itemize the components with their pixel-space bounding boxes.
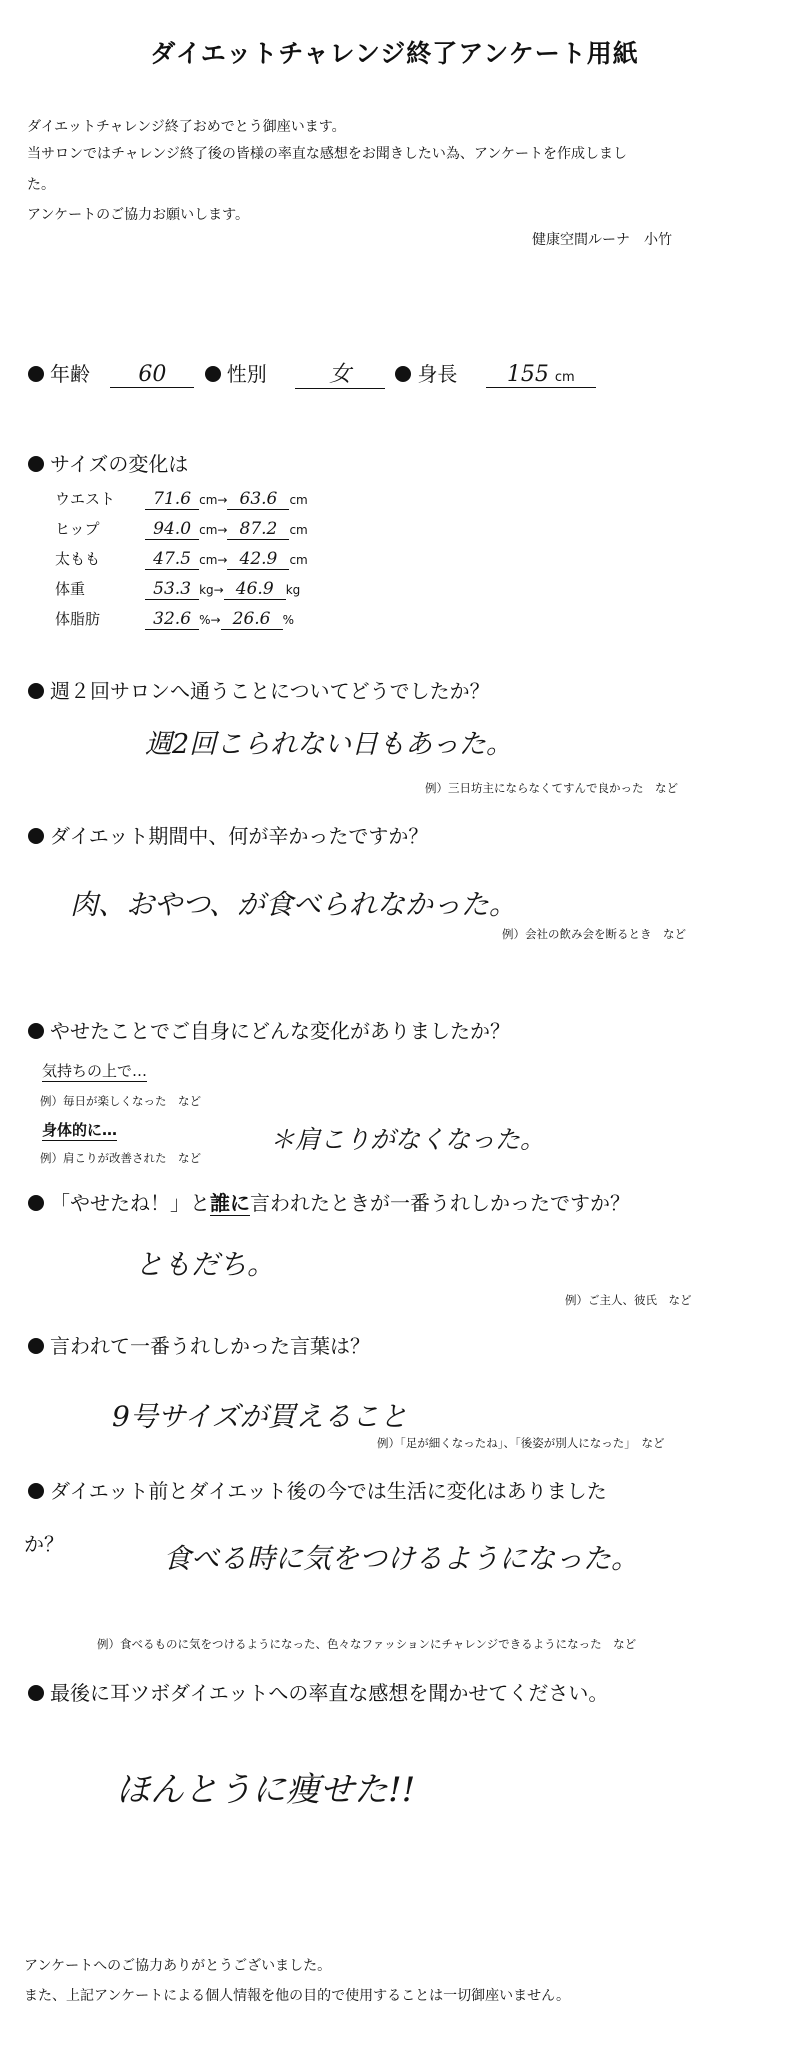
intro-line-4: アンケートのご協力お願いします。 (27, 207, 250, 223)
bullet-icon (28, 1195, 44, 1211)
size-unit: % (282, 613, 294, 627)
size-unit-arrow: %→ (199, 613, 221, 627)
size-row (55, 578, 300, 600)
answer-7: ほんとうに痩せた!! (116, 1770, 416, 1810)
bullet-icon (28, 456, 44, 472)
answer-1: 週2回こられない日もあった。 (145, 729, 513, 760)
footer-line-2: また、上記アンケートによる個人情報を他の目的で使用することは一切御座いません。 (24, 1988, 570, 2004)
size-row (55, 548, 308, 570)
gender-value: 女 (295, 357, 385, 389)
question-2 (28, 820, 428, 849)
size-after-value: 46.9 (224, 579, 286, 600)
height-unit: cm (554, 370, 575, 385)
question-4 (28, 1187, 630, 1216)
height-label: 身長 (417, 362, 458, 386)
size-row (55, 488, 308, 510)
size-unit-arrow: cm→ (199, 553, 228, 567)
example-6: 例）食べるものに気をつけるようになった、色々なファッションにチャレンジできるようになった など (97, 1637, 637, 1651)
example-2: 例）会社の飲み会を断るとき など (502, 927, 686, 941)
physical-label: 身体的に… (42, 1121, 118, 1139)
size-unit-arrow: cm→ (199, 493, 228, 507)
question-1 (28, 675, 490, 704)
intro-line-2: 当サロンではチャレンジ終了後の皆様の率直な感想をお聞きしたい為、アンケートを作成しまし (27, 146, 628, 162)
answer-6: 食べる時に気をつけるようになった。 (163, 1542, 640, 1575)
question-4-emphasis: 誰に (210, 1191, 250, 1215)
bullet-icon (205, 366, 221, 382)
question-6 (28, 1475, 607, 1504)
size-unit-arrow: kg→ (199, 583, 224, 597)
height-value: 155 (506, 362, 549, 387)
profile-row (28, 357, 596, 389)
bullet-icon (28, 1483, 44, 1499)
size-before-value: 47.5 (145, 549, 199, 570)
example-5: 例）「足が細くなったね」、「後姿が別人になった」 など (377, 1436, 665, 1450)
bullet-icon (28, 1685, 44, 1701)
answer-3: ＊肩こりがなくなった。 (270, 1125, 546, 1154)
bullet-icon (28, 1338, 44, 1354)
bullet-icon (28, 828, 44, 844)
question-3-text: やせたことでご自身にどんな変化がありましたか？ (50, 1019, 510, 1043)
intro-line-3: た。 (27, 177, 55, 193)
size-before-value: 71.6 (145, 489, 199, 510)
bullet-icon (28, 1023, 44, 1039)
size-unit: cm (289, 553, 308, 567)
question-5-text: 言われて一番うれしかった言葉は？ (50, 1334, 370, 1358)
footer-line-1: アンケートへのご協力ありがとうございました。 (24, 1958, 332, 1974)
question-5 (28, 1330, 370, 1359)
question-4-pre: 「やせたね！」と (50, 1191, 210, 1215)
size-unit: kg (285, 583, 301, 597)
size-before-value: 94.0 (145, 519, 199, 540)
size-after-value: 42.9 (227, 549, 289, 570)
example-1: 例）三日坊主にならなくてすんで良かった など (425, 781, 678, 795)
size-unit: cm (289, 493, 308, 507)
size-row-label: ヒップ (55, 520, 100, 538)
question-6-line-1: ダイエット前とダイエット後の今では生活に変化はありました (50, 1479, 607, 1503)
question-6-line-2: か？ (24, 1532, 64, 1556)
age-value: 60 (110, 362, 194, 388)
question-7-text: 最後に耳ツボダイエットへの率直な感想を聞かせてください。 (50, 1681, 609, 1705)
size-unit-arrow: cm→ (199, 523, 228, 537)
question-4-post: 言われたときが一番うれしかったですか？ (250, 1191, 630, 1215)
size-before-value: 53.3 (145, 579, 199, 600)
intro-line-1: ダイエットチャレンジ終了おめでとう御座います。 (27, 119, 346, 135)
page-title: ダイエットチャレンジ終了アンケート用紙 (150, 39, 639, 68)
size-row-label: 体重 (55, 580, 86, 598)
question-3 (28, 1015, 510, 1044)
size-after-value: 63.6 (227, 489, 289, 510)
size-after-value: 26.6 (221, 609, 283, 630)
age-label: 年齢 (50, 362, 90, 386)
size-unit: cm (289, 523, 308, 537)
answer-4: ともだち。 (135, 1248, 276, 1281)
size-heading-text: サイズの変化は (50, 452, 189, 476)
example-4: 例）ご主人、彼氏 など (565, 1293, 692, 1307)
answer-2: 肉、おやつ、が食べられなかった。 (70, 888, 517, 921)
size-row-label: 太もも (55, 550, 101, 568)
mental-example: 例）毎日が楽しくなった など (40, 1094, 201, 1108)
size-row (55, 518, 308, 540)
size-before-value: 32.6 (145, 609, 199, 630)
question-7 (28, 1677, 608, 1706)
gender-label: 性別 (226, 362, 267, 386)
height-field (486, 362, 596, 388)
size-row-label: ウエスト (55, 490, 116, 508)
mental-label: 気持ちの上で… (42, 1062, 148, 1080)
size-heading (28, 448, 188, 477)
bullet-icon (28, 683, 44, 699)
question-2-text: ダイエット期間中、何が辛かったですか？ (50, 824, 429, 848)
signature: 健康空間ルーナ 小竹 (532, 232, 672, 248)
answer-5: 9号サイズが買えること (112, 1400, 408, 1433)
bullet-icon (395, 366, 411, 382)
size-row-label: 体脂肪 (55, 610, 101, 628)
size-row (55, 608, 294, 630)
bullet-icon (28, 366, 44, 382)
question-1-text: 週２回サロンへ通うことについてどうでしたか？ (50, 679, 490, 703)
size-after-value: 87.2 (227, 519, 289, 540)
physical-example: 例）肩こりが改善された など (40, 1151, 201, 1165)
